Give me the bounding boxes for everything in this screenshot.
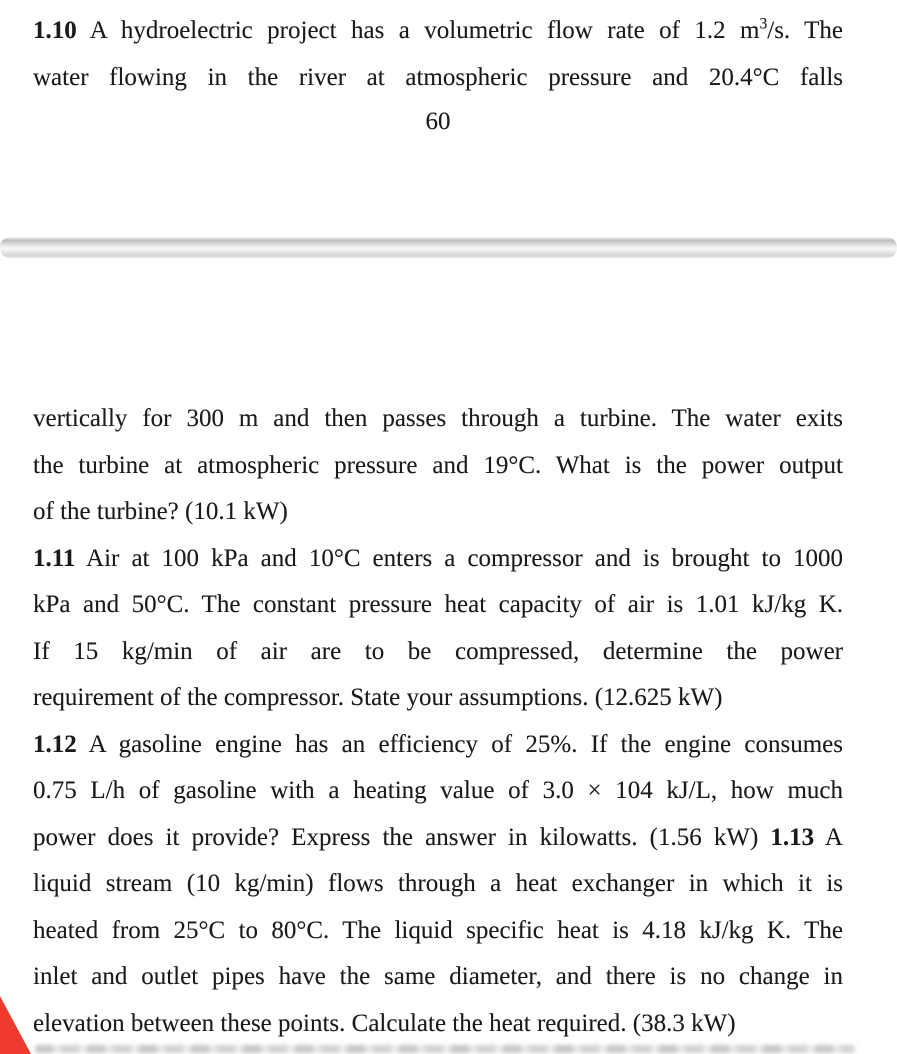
problems-text [33, 396, 843, 1047]
page-break-separator [0, 237, 897, 258]
text-line: water flowing in the river at atmospheric pressure and 20.4°C falls [33, 63, 843, 91]
text-line: If 15 kg/min of air are to be compressed, determine the power [33, 637, 843, 665]
text-line: heated from 25°C to 80°C. The liquid specific heat is 4.18 kJ/kg K. The [33, 916, 843, 944]
text-line: of the turbine? (10.1 kW) [33, 498, 288, 525]
cutoff-text-strip [35, 1045, 855, 1053]
text-line: 1.11 Air at 100 kPa and 10°C enters a compressor and is brought to 1000 [33, 544, 843, 572]
text-line: liquid stream (10 kg/min) flows through a heat exchanger in which it is [33, 870, 843, 897]
paragraph-problem-1-10 [33, 8, 843, 101]
text-line: elevation between these points. Calculate the heat required. (38.3 kW) [33, 1009, 736, 1037]
page-number: 60 [425, 108, 451, 135]
text-line: 1.12 A gasoline engine has an efficiency of 25%. If the engine consumes [33, 730, 843, 758]
text-line: 0.75 L/h of gasoline with a heating value of 3.0 × 104 kJ/L, how much [33, 777, 843, 804]
red-corner-marker [0, 996, 31, 1054]
text-line: requirement of the compressor. State your assumptions. (12.625 kW) [33, 684, 723, 711]
text-line: inlet and outlet pipes have the same diameter, and there is no change in [33, 963, 843, 990]
text-line: the turbine at atmospheric pressure and 19°C. What is the power output [33, 451, 843, 479]
text-line: vertically for 300 m and then passes through a turbine. The water exits [33, 405, 843, 432]
text-line: power does it provide? Express the answer in kilowatts. (1.56 kW) 1.13 A [33, 823, 843, 851]
text-line: 1.10 A hydroelectric project has a volumetric flow rate of 1.2 $m^3/s$. The [33, 15, 844, 44]
text-line: kPa and 50°C. The constant pressure heat capacity of air is 1.01 kJ/kg K. [33, 591, 843, 618]
